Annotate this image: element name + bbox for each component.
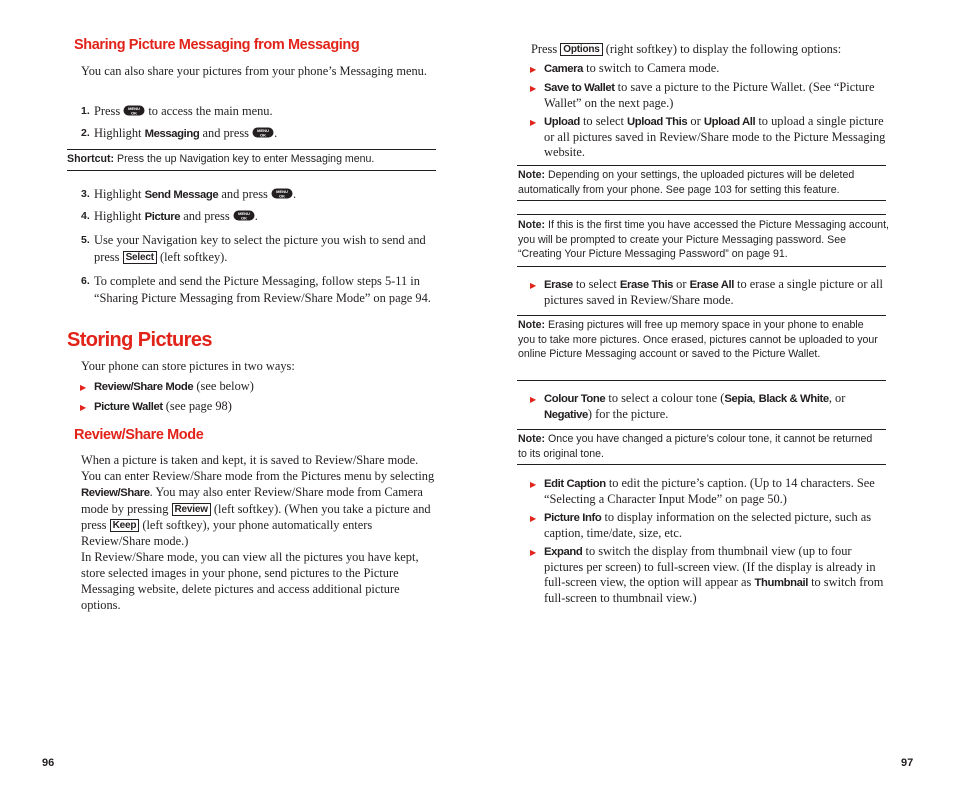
options-intro: Press Options (right softkey) to display the following options: xyxy=(531,42,842,56)
divider xyxy=(67,170,436,171)
divider xyxy=(517,380,886,381)
menu-ok-key-icon xyxy=(252,127,274,138)
page-97 xyxy=(477,0,954,795)
svg-text:OK: OK xyxy=(131,110,138,116)
step-1: 1. Press MENU OK to access the main menu. xyxy=(81,104,273,118)
page-number: 96 xyxy=(42,757,55,769)
list-item: ▶ Colour Tone to select a colour tone (Sepia, Black & White, or Negative) for the picture. xyxy=(530,391,846,421)
list-item: ▶ Edit Caption to edit the picture’s caption. (Up to 14 characters. See “Selecting a Character Input Mode” on page 50.) xyxy=(530,476,875,506)
list-item: ▶ Picture Info to display information on the selected picture, such as caption, time/date, size, etc. xyxy=(530,510,872,540)
review-paragraph-1: When a picture is taken and kept, it is saved to Review/Share mode. You can enter Review/Share mode from the Pictures menu by selecting Review/Share. You may also enter Review/Share mode from Camera mode by pressing Review (left softkey). (When you take a picture and press Keep (left softkey), your phone automatically enters Review/Share mode.) xyxy=(81,453,435,548)
svg-text:MENU: MENU xyxy=(276,189,288,194)
menu-ok-key-icon xyxy=(233,210,255,221)
list-item: ▶ Expand to switch the display from thumbnail view (up to four pictures per screen) to full-screen view. (If the display is already in full-screen view, the option will appear as Thumbnail to switch from full-screen to thumbnail view.) xyxy=(530,544,884,605)
shortcut-note: Shortcut: Press the up Navigation key to enter Messaging menu. xyxy=(67,153,375,165)
red-triangle-bullet-icon: ▶ xyxy=(80,383,87,392)
select-softkey: Select xyxy=(123,251,157,264)
note-upload: Note: Depending on your settings, the uploaded pictures will be deleted automatically from your phone. See page 103 for setting this feature. xyxy=(518,169,855,196)
keep-softkey: Keep xyxy=(110,519,140,532)
step-5: 5. Use your Navigation key to select the picture you wish to send and press Select (left softkey). xyxy=(81,233,426,264)
intro-paragraph: You can also share your pictures from your phone’s Messaging menu. xyxy=(81,64,427,78)
divider xyxy=(517,315,886,316)
divider xyxy=(517,464,886,465)
heading-review-share-mode: Review/Share Mode xyxy=(74,427,204,443)
divider xyxy=(517,200,886,201)
svg-text:MENU: MENU xyxy=(237,211,250,216)
step-2: 2. Highlight Messaging and press MENU OK . xyxy=(81,126,278,140)
svg-text:MENU: MENU xyxy=(128,106,141,111)
page-number: 97 xyxy=(901,757,914,769)
list-item: ▶ Erase to select Erase This or Erase All to erase a single picture or all pictures saved in Review/Share mode. xyxy=(530,277,883,307)
red-triangle-bullet-icon: ▶ xyxy=(530,118,537,127)
list-item: ▶ Save to Wallet to save a picture to the Picture Wallet. (See “Picture Wallet” on the next page.) xyxy=(530,80,875,110)
red-triangle-bullet-icon: ▶ xyxy=(530,514,537,523)
red-triangle-bullet-icon: ▶ xyxy=(530,480,537,489)
divider xyxy=(517,429,886,430)
menu-ok-key-icon xyxy=(271,188,293,199)
options-softkey: Options xyxy=(560,43,602,56)
note-erase: Note: Erasing pictures will free up memory space in your phone to enable you to take more pictures. Once erased, pictures cannot be uploaded to your online Picture Messaging account or saved to the Picture Wallet. xyxy=(518,319,878,360)
svg-text:OK: OK xyxy=(240,215,247,221)
step-6: 6. To complete and send the Picture Messaging, follow steps 5-11 in “Sharing Picture Messaging from Review/Share Mode” on page 94. xyxy=(81,274,431,305)
list-item: ▶ Upload to select Upload This or Upload All to upload a single picture or all pictures saved in Review/Share mode to the Picture Messaging website. xyxy=(530,114,886,159)
list-item: ▶ Camera to switch to Camera mode. xyxy=(530,61,720,75)
step-3: 3. Highlight Send Message and press MENU OK . xyxy=(81,187,297,201)
red-triangle-bullet-icon: ▶ xyxy=(530,281,537,290)
storing-intro: Your phone can store pictures in two ways: xyxy=(81,359,295,373)
list-item: ▶ Review/Share Mode (see below) xyxy=(80,379,254,393)
svg-text:OK: OK xyxy=(260,132,267,138)
red-triangle-bullet-icon: ▶ xyxy=(530,548,537,557)
divider xyxy=(517,266,886,267)
red-triangle-bullet-icon: ▶ xyxy=(530,84,537,93)
note-first-time: Note: If this is the first time you have accessed the Picture Messaging account, you will be prompted to create your Picture Messaging password. See “Creating Your Picture Messaging Password” on page 91. xyxy=(518,219,889,260)
divider xyxy=(517,214,886,215)
step-4: 4. Highlight Picture and press MENU OK . xyxy=(81,209,258,223)
review-softkey: Review xyxy=(172,503,211,516)
red-triangle-bullet-icon: ▶ xyxy=(530,395,537,404)
svg-text:OK: OK xyxy=(278,193,285,199)
heading-storing-pictures: Storing Pictures xyxy=(67,329,212,351)
divider xyxy=(67,149,436,150)
note-colour-tone: Note: Once you have changed a picture’s colour tone, it cannot be returned to its original tone. xyxy=(518,433,873,460)
menu-ok-key-icon xyxy=(123,105,145,116)
review-paragraph-2: In Review/Share mode, you can view all the pictures you have kept, store selected images in your phone, send pictures to the Picture Messaging website, delete pictures and access additional picture options. xyxy=(81,550,419,612)
divider xyxy=(517,165,886,166)
red-triangle-bullet-icon: ▶ xyxy=(80,403,87,412)
heading-sharing-picture-messaging: Sharing Picture Messaging from Messaging xyxy=(74,37,360,53)
red-triangle-bullet-icon: ▶ xyxy=(530,65,537,74)
list-item: ▶ Picture Wallet (see page 98) xyxy=(80,399,232,413)
svg-text:MENU: MENU xyxy=(257,128,269,133)
